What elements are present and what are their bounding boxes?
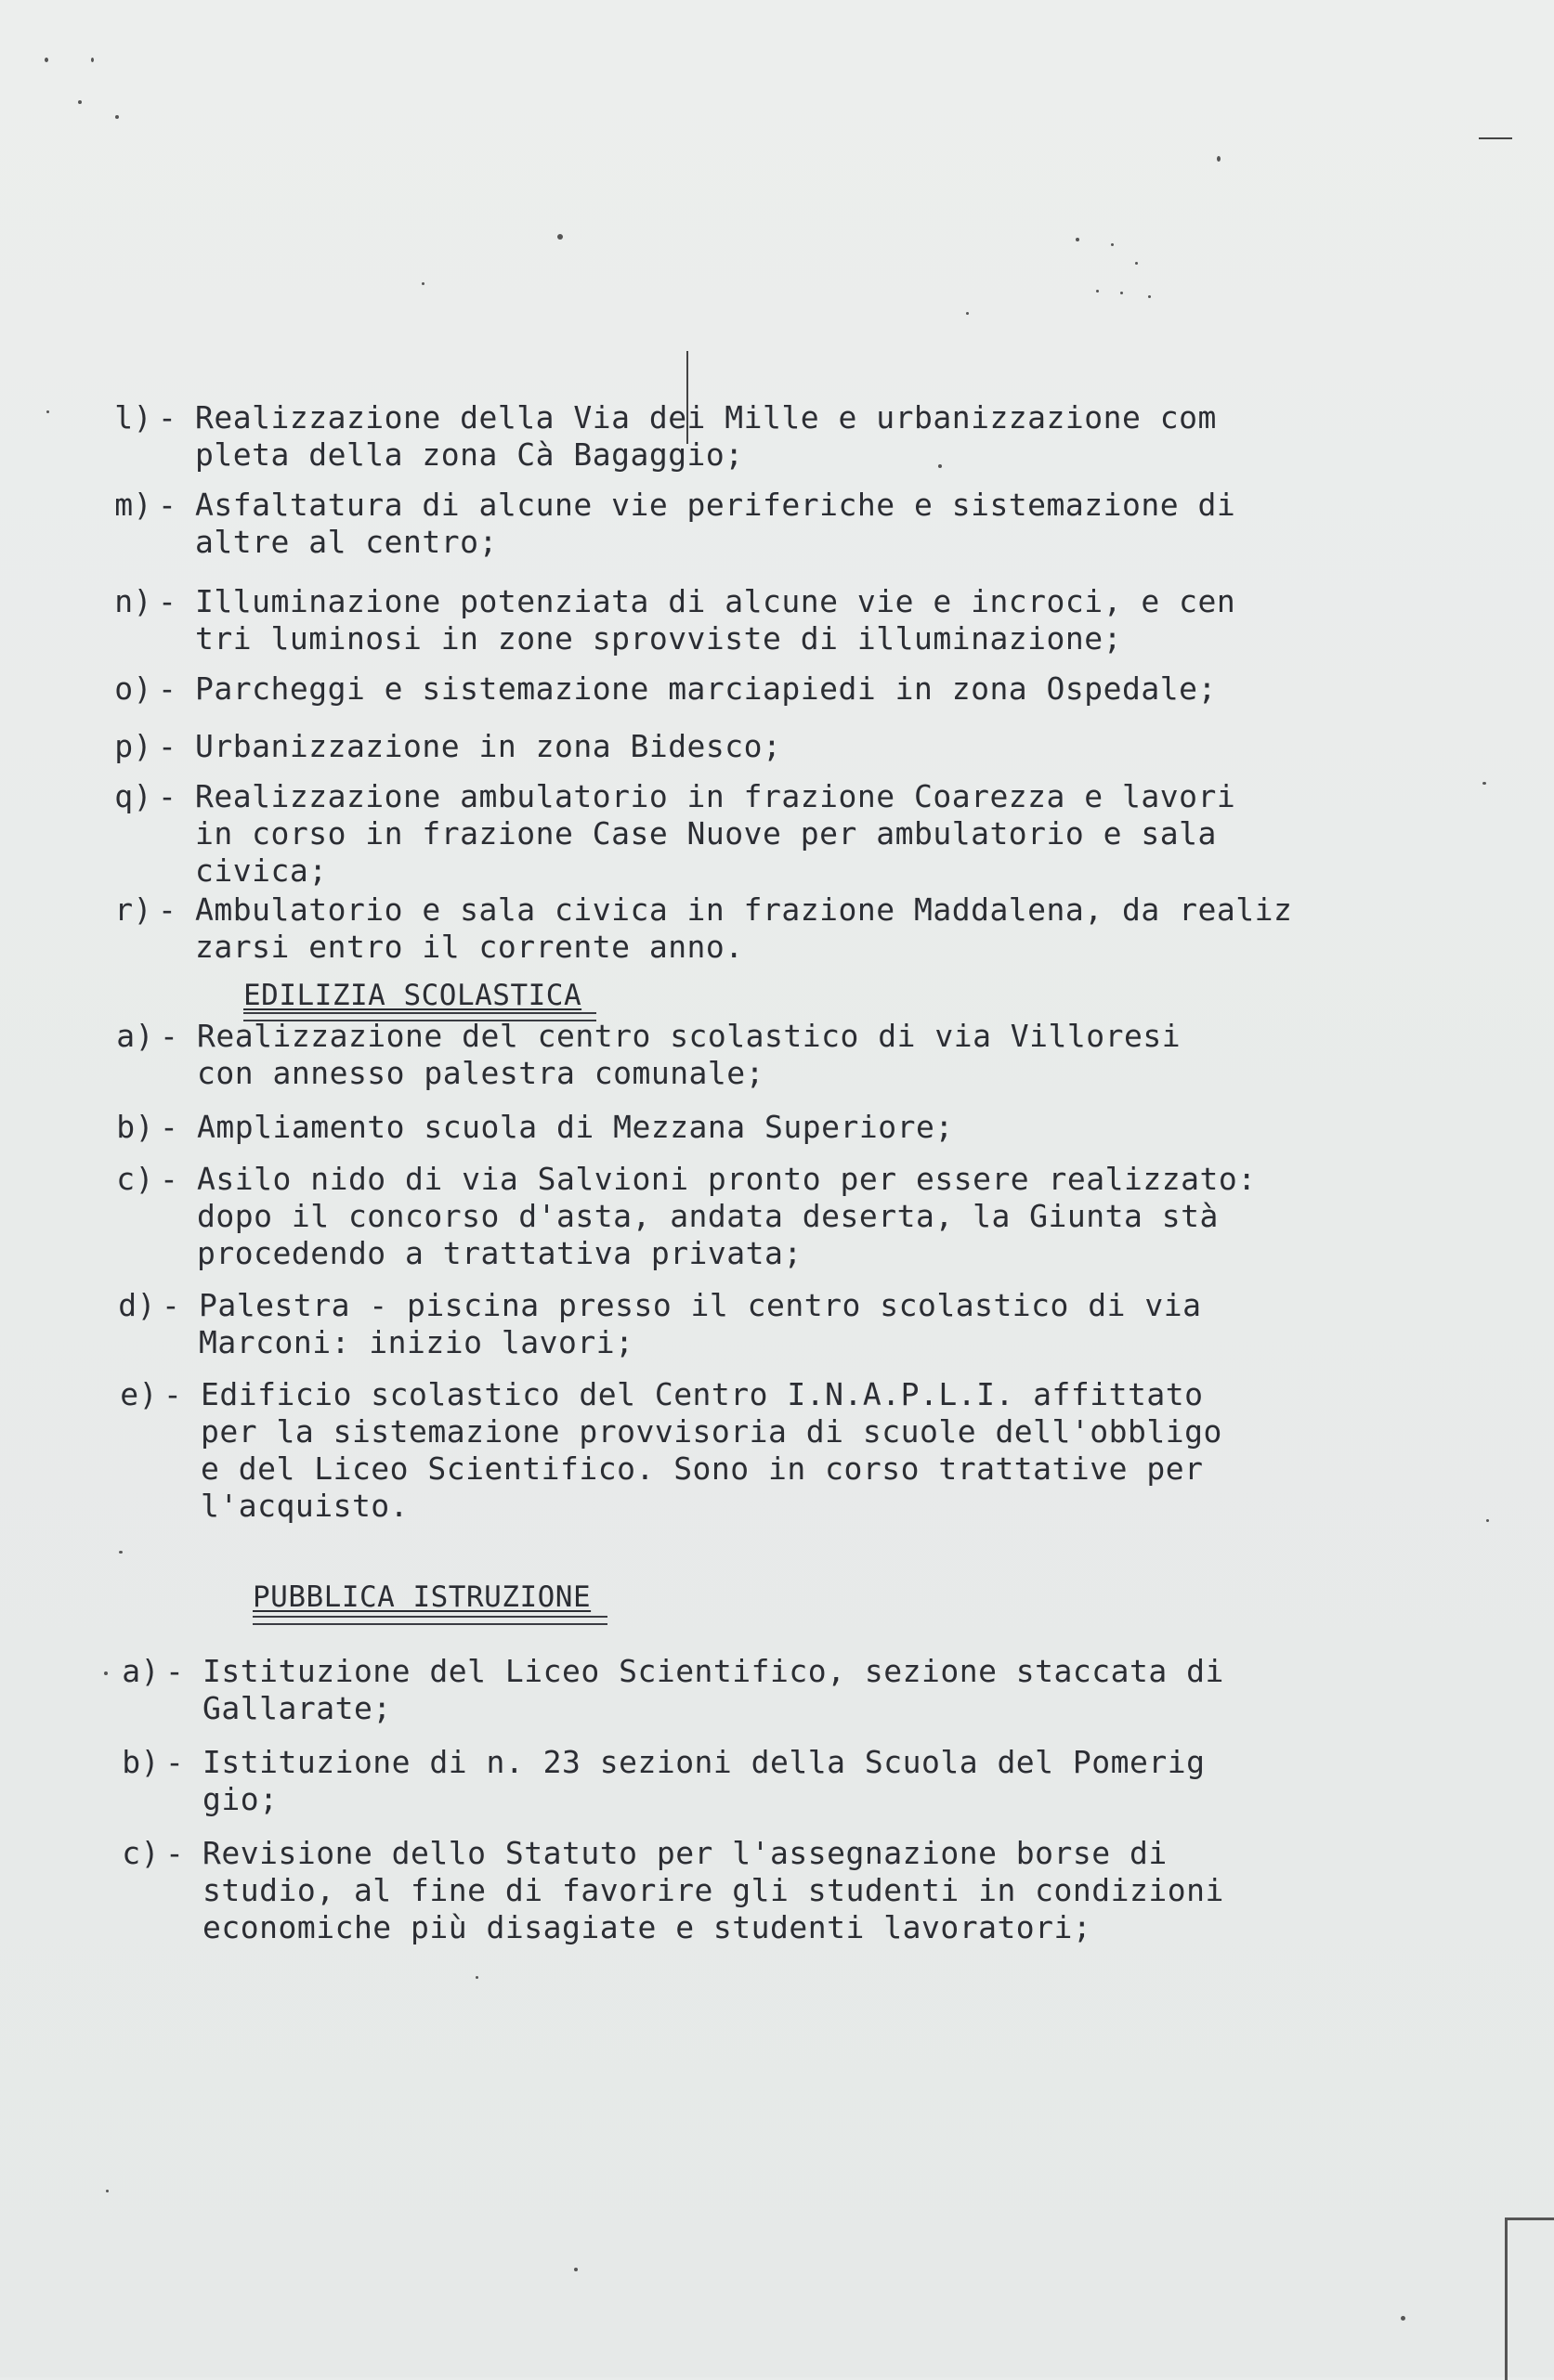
item-label: b) [116,1109,154,1145]
scan-speck [1076,238,1079,241]
item-text-line: civica; [195,852,328,889]
scan-speck [1482,782,1486,785]
item-dash: - [158,399,177,436]
item-text-line: e del Liceo Scientifico. Sono in corso trattative per [201,1450,1204,1487]
scan-speck [557,234,563,240]
item-text-line: Realizzazione della Via dei Mille e urbanizzazione com [195,399,1217,436]
scan-speck [476,1976,478,1979]
item-dash: - [160,1109,179,1145]
item-text-line: Parcheggi e sistemazione marciapiedi in zona Ospedale; [195,670,1217,707]
heading-double-underline [253,1616,607,1625]
item-text-line: Urbanizzazione in zona Bidesco; [195,728,782,764]
scan-speck [106,2190,109,2192]
item-dash: - [162,1287,181,1323]
item-text-line: zarsi entro il corrente anno. [195,929,744,965]
section-heading: PUBBLICA ISTRUZIONE [253,1580,592,1614]
item-dash: - [160,1161,179,1197]
item-dash: - [158,891,177,928]
item-text-line: tri luminosi in zone sprovviste di illuminazione; [195,620,1123,657]
item-text-line: gio; [202,1781,279,1817]
scan-speck [1401,2316,1405,2321]
item-text-line: Istituzione del Liceo Scientifico, sezione staccata di [202,1653,1224,1689]
scan-speck [574,2268,578,2271]
item-text-line: l'acquisto. [201,1488,410,1524]
item-text-line: economiche più disagiate e studenti lavoratori; [202,1909,1092,1945]
item-label: q) [114,778,152,814]
item-dash: - [158,670,177,707]
item-text-line: Illuminazione potenziata di alcune vie e incroci, e cen [195,583,1236,619]
item-dash: - [165,1744,185,1780]
item-text-line: Marconi: inizio lavori; [199,1324,634,1360]
item-text-line: Asfaltatura di alcune vie periferiche e sistemazione di [195,487,1236,523]
item-text-line: dopo il concorso d'asta, andata deserta, la Giunta stà [197,1198,1219,1234]
item-text-line: Ambulatorio e sala civica in frazione Maddalena, da realiz [195,891,1293,928]
item-text-line: Palestra - piscina presso il centro scolastico di via [199,1287,1202,1323]
item-label: d) [118,1287,156,1323]
item-text-line: Realizzazione ambulatorio in frazione Coarezza e lavori [195,778,1236,814]
item-dash: - [158,728,177,764]
item-label: n) [114,583,152,619]
item-label: b) [122,1744,160,1780]
item-text-line: per la sistemazione provvisoria di scuole dell'obbligo [201,1413,1222,1450]
item-label: r) [114,891,152,928]
item-label: m) [114,487,152,523]
item-text-line: in corso in frazione Case Nuove per ambulatorio e sala [195,815,1217,852]
item-dash: - [158,583,177,619]
section-heading: EDILIZIA SCOLASTICA [243,979,582,1012]
scan-speck [966,312,969,315]
item-text-line: Istituzione di n. 23 sezioni della Scuola del Pomerig [202,1744,1206,1780]
item-dash: - [158,778,177,814]
item-label: o) [114,670,152,707]
item-dash: - [165,1835,185,1871]
scan-speck [1486,1519,1489,1522]
item-text-line: procedendo a trattativa privata; [197,1235,803,1271]
scan-speck [45,58,48,62]
scan-speck [46,410,49,413]
scan-speck [104,1671,108,1675]
scan-speck [1120,292,1123,294]
scan-speck [1135,262,1138,265]
item-dash: - [158,487,177,523]
item-text-line: Edificio scolastico del Centro I.N.A.P.L.I. affittato [201,1376,1204,1412]
scan-speck [91,58,94,62]
item-label: c) [122,1835,160,1871]
scan-speck [115,115,119,119]
item-text-line: pleta della zona Cà Bagaggio; [195,436,744,473]
scan-speck [1096,290,1099,293]
item-dash: - [165,1653,185,1689]
item-label: e) [120,1376,158,1412]
item-text-line: Realizzazione del centro scolastico di via Villoresi [197,1018,1182,1054]
item-label: l) [114,399,152,436]
item-text-line: Ampliamento scuola di Mezzana Superiore; [197,1109,954,1145]
item-text-line: con annesso palestra comunale; [197,1055,765,1091]
item-text-line: altre al centro; [195,524,498,560]
scan-speck [1111,243,1114,246]
item-text-line: Gallarate; [202,1690,392,1726]
page-corner-mark [1505,2217,1554,2380]
item-label: c) [116,1161,154,1197]
item-text-line: Asilo nido di via Salvioni pronto per essere realizzato: [197,1161,1257,1197]
item-dash: - [160,1018,179,1054]
item-label: a) [116,1018,154,1054]
item-dash: - [163,1376,183,1412]
scan-speck [119,1551,123,1554]
scan-speck [1148,295,1151,298]
scan-speck [78,100,82,104]
item-label: a) [122,1653,160,1689]
scan-speck [422,282,424,285]
scan-speck [1217,156,1221,162]
scan-mark [1479,137,1512,139]
item-label: p) [114,728,152,764]
item-text-line: Revisione dello Statuto per l'assegnazione borse di [202,1835,1168,1871]
item-text-line: studio, al fine di favorire gli studenti in condizioni [202,1872,1224,1908]
